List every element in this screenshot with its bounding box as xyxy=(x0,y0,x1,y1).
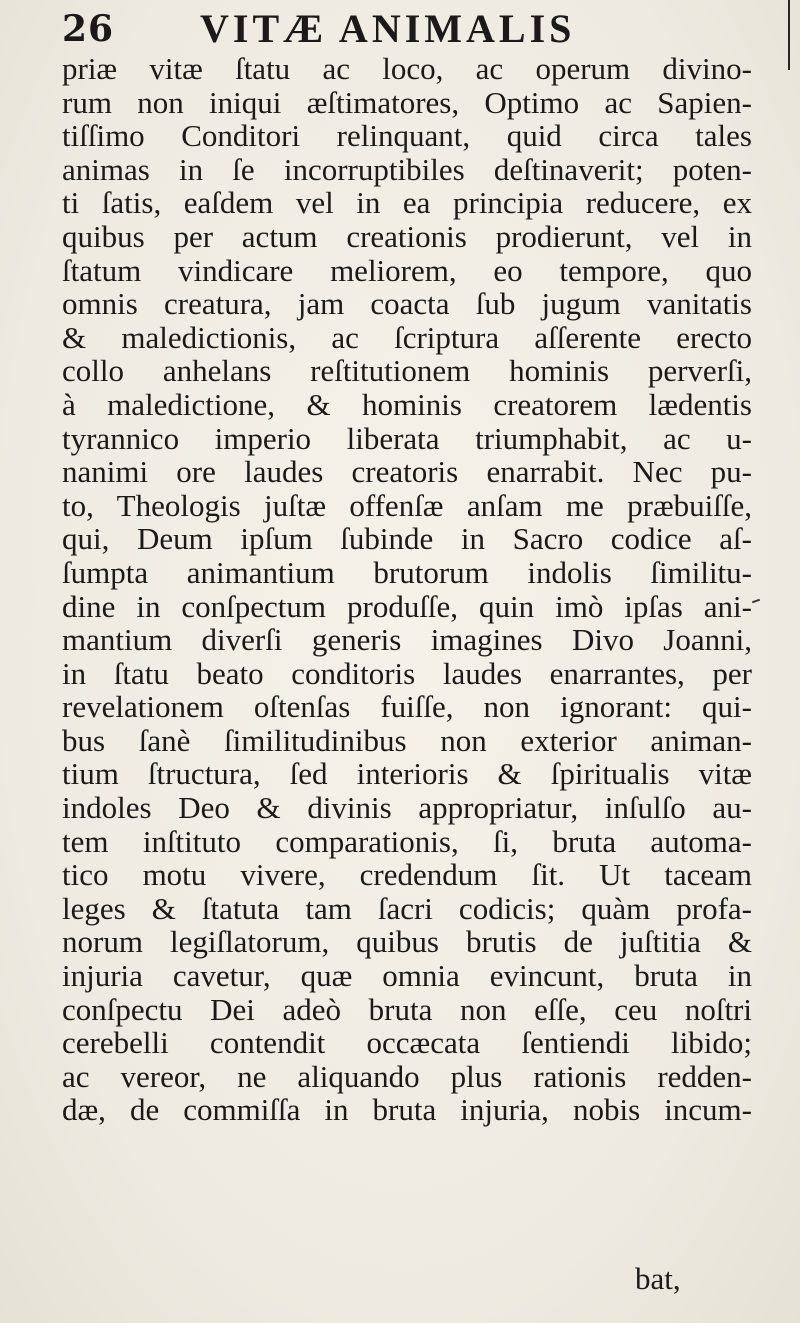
text-line: in ſtatu beato conditoris laudes enarrantes, per xyxy=(62,655,752,691)
text-line: omnis creatura, jam coacta ſub jugum vanitatis xyxy=(62,286,752,322)
text-line: tico motu vivere, credendum ſit. Ut taceam xyxy=(62,857,752,893)
text-line: priæ vitæ ſtatu ac loco, ac operum divino- xyxy=(62,51,752,86)
running-head: VITÆ ANIMALIS xyxy=(200,6,576,51)
text-line: qui, Deum ipſum ſubinde in Sacro codice aſ- xyxy=(62,521,752,557)
text-line: conſpectu Dei adeò bruta non eſſe, ceu noſtri xyxy=(62,991,752,1027)
text-line: dine in conſpectum produſſe, quin imò ipſas ani- xyxy=(62,588,752,624)
text-line: quibus per actum creationis prodierunt, vel in xyxy=(62,218,752,254)
text-line: ſumpta animantium brutorum indolis ſimilitu- xyxy=(62,554,752,590)
text-line: tem inſtituto comparationis, ſi, bruta automa- xyxy=(62,823,752,859)
text-line: tium ſtructura, ſed interioris & ſpiritualis vitæ xyxy=(62,756,752,792)
body-text xyxy=(62,52,752,1127)
page-edge-rule xyxy=(788,0,790,70)
text-line: à maledictione, & hominis creatorem lædentis xyxy=(62,386,752,422)
margin-mark xyxy=(752,599,760,604)
text-line: ti ſatis, eaſdem vel in ea principia reducere, ex xyxy=(62,185,752,221)
text-line: bus ſanè ſimilitudinibus non exterior animan- xyxy=(62,722,752,758)
catchword: bat, xyxy=(635,1261,681,1296)
text-line: revelationem oſtenſas fuiſſe, non ignorant: qui- xyxy=(62,689,752,725)
text-line: ac vereor, ne aliquando plus rationis redden- xyxy=(62,1058,752,1094)
text-line: collo anhelans reſtitutionem hominis perverſi, xyxy=(62,353,752,389)
text-line: ſtatum vindicare meliorem, eo tempore, quo xyxy=(62,252,752,288)
text-line: to, Theologis juſtæ offenſæ anſam me præbuiſſe, xyxy=(62,487,752,523)
text-line: tyrannico imperio liberata triumphabit, ac u- xyxy=(62,420,752,456)
page-header xyxy=(62,8,682,50)
text-line: norum legiſlatorum, quibus brutis de juſtitia & xyxy=(62,924,752,960)
text-line: indoles Deo & divinis appropriatur, inſulſo au- xyxy=(62,790,752,826)
text-line: rum non iniqui æſtimatores, Optimo ac Sapien- xyxy=(62,84,752,120)
text-line: tiſſimo Conditori relinquant, quid circa tales xyxy=(62,118,752,154)
text-line: cerebelli contendit occæcata ſentiendi libido; xyxy=(62,1025,752,1061)
text-line: & maledictionis, ac ſcriptura aſſerente erecto xyxy=(62,319,752,355)
text-line: leges & ſtatuta tam ſacri codicis; quàm profa- xyxy=(62,890,752,926)
text-line: injuria cavetur, quæ omnia evincunt, bruta in xyxy=(62,958,752,994)
text-line: animas in ſe incorruptibiles deſtinaverit; poten- xyxy=(62,151,752,187)
page-number: 26 xyxy=(62,8,115,50)
text-line: mantium diverſi generis imagines Divo Joanni, xyxy=(62,622,752,658)
text-line: nanimi ore laudes creatoris enarrabit. Nec pu- xyxy=(62,454,752,490)
text-line: dæ, de commiſſa in bruta injuria, nobis incum- xyxy=(62,1092,752,1128)
